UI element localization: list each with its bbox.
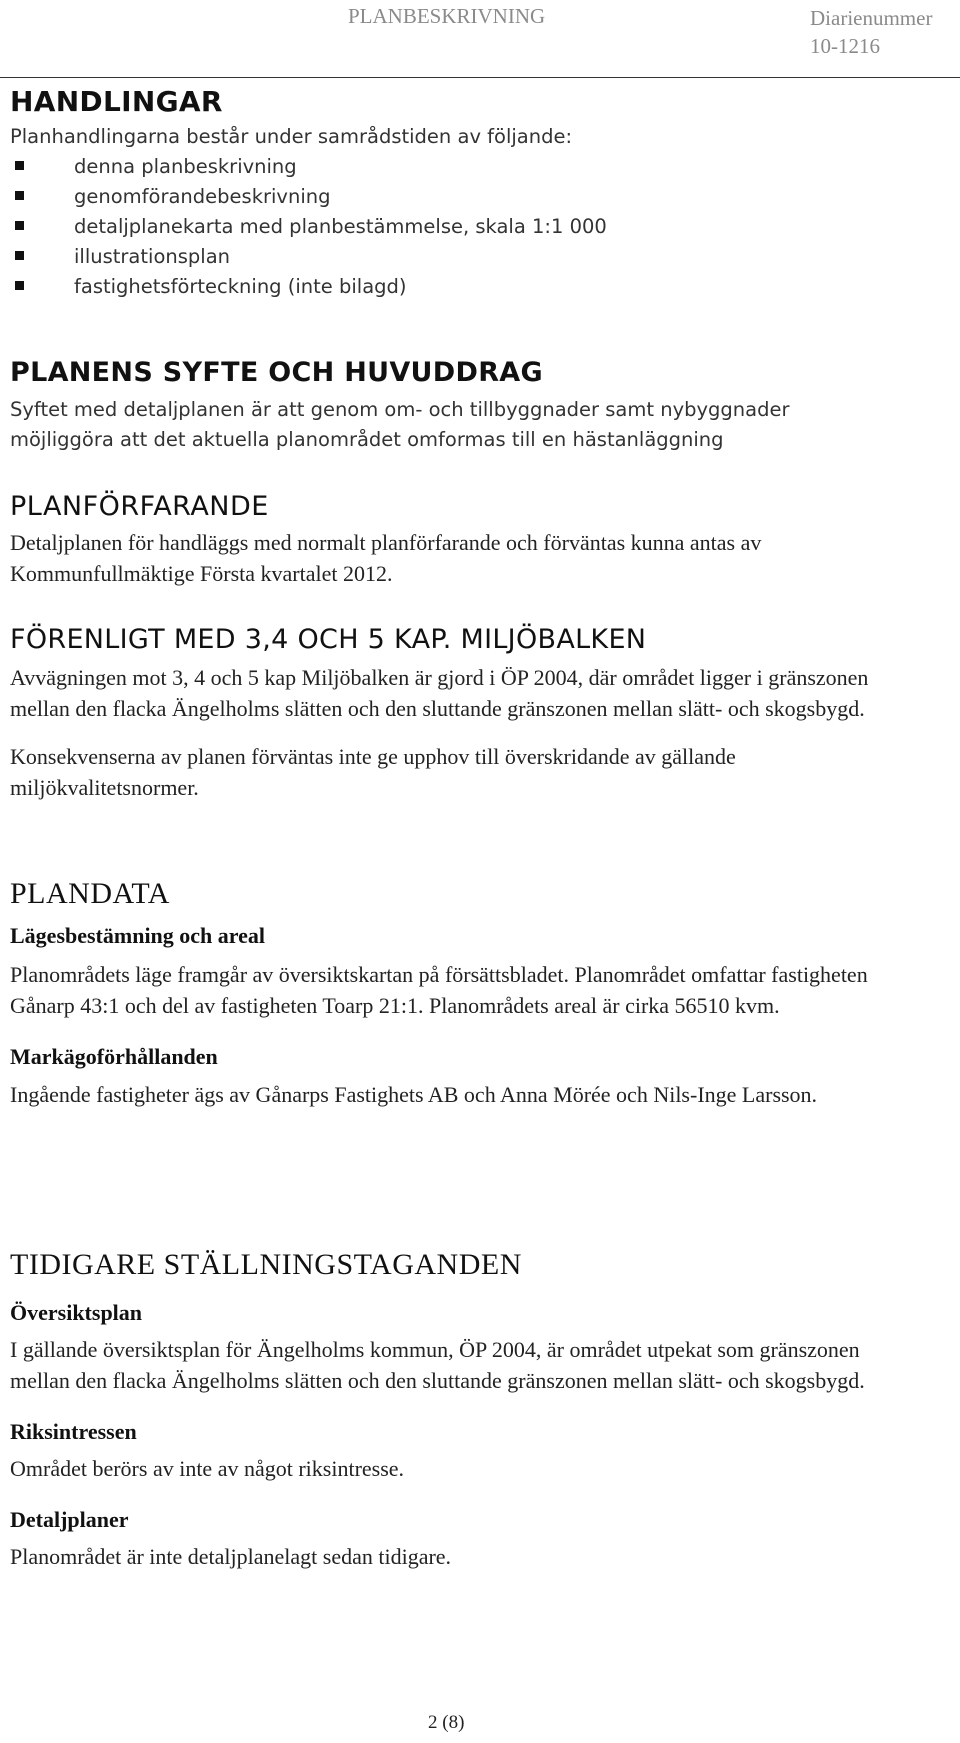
- subsection-text: I gällande översiktsplan för Ängelholms kommun, ÖP 2004, är området utpekat som gränszonen mellan den flacka Ängelholms slätten och den sluttande gränszonen mellan slätt- och skogsbygd.: [10, 1337, 865, 1393]
- list-item: illustrationsplan: [10, 242, 950, 272]
- diarie-label: Diarienummer: [810, 6, 933, 30]
- subsection-text: Planområdets läge framgår av översiktskartan på försättsbladet. Planområdet omfattar fastigheten Gånarp 43:1 och del av fastigheten Toarp 21:1. Planområdets areal är cirka 56510 kvm.: [10, 962, 868, 1018]
- diarie-block: [810, 4, 960, 60]
- list-item: detaljplanekarta med planbestämmelse, skala 1:1 000: [10, 212, 950, 242]
- subsection-title: Lägesbestämning och areal: [10, 923, 266, 948]
- section-title: TIDIGARE STÄLLNINGSTAGANDEN: [10, 1248, 522, 1281]
- section-handlingar: [10, 84, 950, 302]
- section-title: PLANFÖRFARANDE: [10, 491, 269, 522]
- subsection-title: Översiktsplan: [10, 1300, 143, 1325]
- subsection-text: Planområdet är inte detaljplanelagt sedan tidigare.: [10, 1544, 452, 1569]
- section-title: PLANENS SYFTE OCH HUVUDDRAG: [10, 357, 543, 388]
- section-plandata: [10, 875, 950, 1110]
- subsection-title: Riksintressen: [10, 1419, 137, 1444]
- subsection-text: Ingående fastigheter ägs av Gånarps Fastighets AB och Anna Mörée och Nils-Inge Larsson.: [10, 1082, 818, 1107]
- section-text: Detaljplanen för handläggs med normalt planförfarande och förväntas kunna antas av Kommunfullmäktige Första kvartalet 2012.: [10, 530, 762, 586]
- section-title: HANDLINGAR: [10, 85, 223, 118]
- list-item: fastighetsförteckning (inte bilagd): [10, 272, 950, 302]
- header-divider: [0, 77, 960, 78]
- section-tidigare: [10, 1246, 950, 1572]
- page-number: 2 (8): [428, 1712, 465, 1733]
- section-planforfarande: [10, 489, 950, 589]
- document-type-header: PLANBESKRIVNING: [348, 4, 546, 28]
- section-intro: Planhandlingarna består under samrådstiden av följande:: [10, 125, 573, 148]
- bullet-square-icon: [15, 161, 24, 170]
- subsection-title: Markägoförhållanden: [10, 1044, 218, 1069]
- bullet-square-icon: [15, 221, 24, 230]
- list-item: denna planbeskrivning: [10, 152, 950, 182]
- section-paragraph-1: Avvägningen mot 3, 4 och 5 kap Miljöbalken är gjord i ÖP 2004, där området ligger i gränszonen mellan den flacka Ängelholms slätten och den sluttande gränszonen mellan slätt- och skogsbygd.: [10, 665, 869, 721]
- subsection-text: Området berörs av inte av något riksintresse.: [10, 1456, 405, 1481]
- bullet-square-icon: [15, 251, 24, 260]
- list-item: genomförandebeskrivning: [10, 182, 950, 212]
- bullet-square-icon: [15, 281, 24, 290]
- section-miljobalken: [10, 622, 950, 803]
- bullet-square-icon: [15, 191, 24, 200]
- section-title: PLANDATA: [10, 877, 170, 910]
- section-paragraph-2: Konsekvenserna av planen förväntas inte ge upphov till överskridande av gällande miljökvalitetsnormer.: [10, 744, 736, 800]
- diarie-number: 10-1216: [810, 34, 880, 58]
- document-list: [10, 152, 950, 302]
- section-text: Syftet med detaljplanen är att genom om- och tillbyggnader samt nybyggnader möjliggöra att det aktuella planområdet omformas till en hästanläggning: [10, 398, 790, 451]
- section-title: FÖRENLIGT MED 3,4 OCH 5 KAP. MILJÖBALKEN: [10, 624, 647, 655]
- section-syfte: [10, 355, 950, 455]
- subsection-title: Detaljplaner: [10, 1507, 129, 1532]
